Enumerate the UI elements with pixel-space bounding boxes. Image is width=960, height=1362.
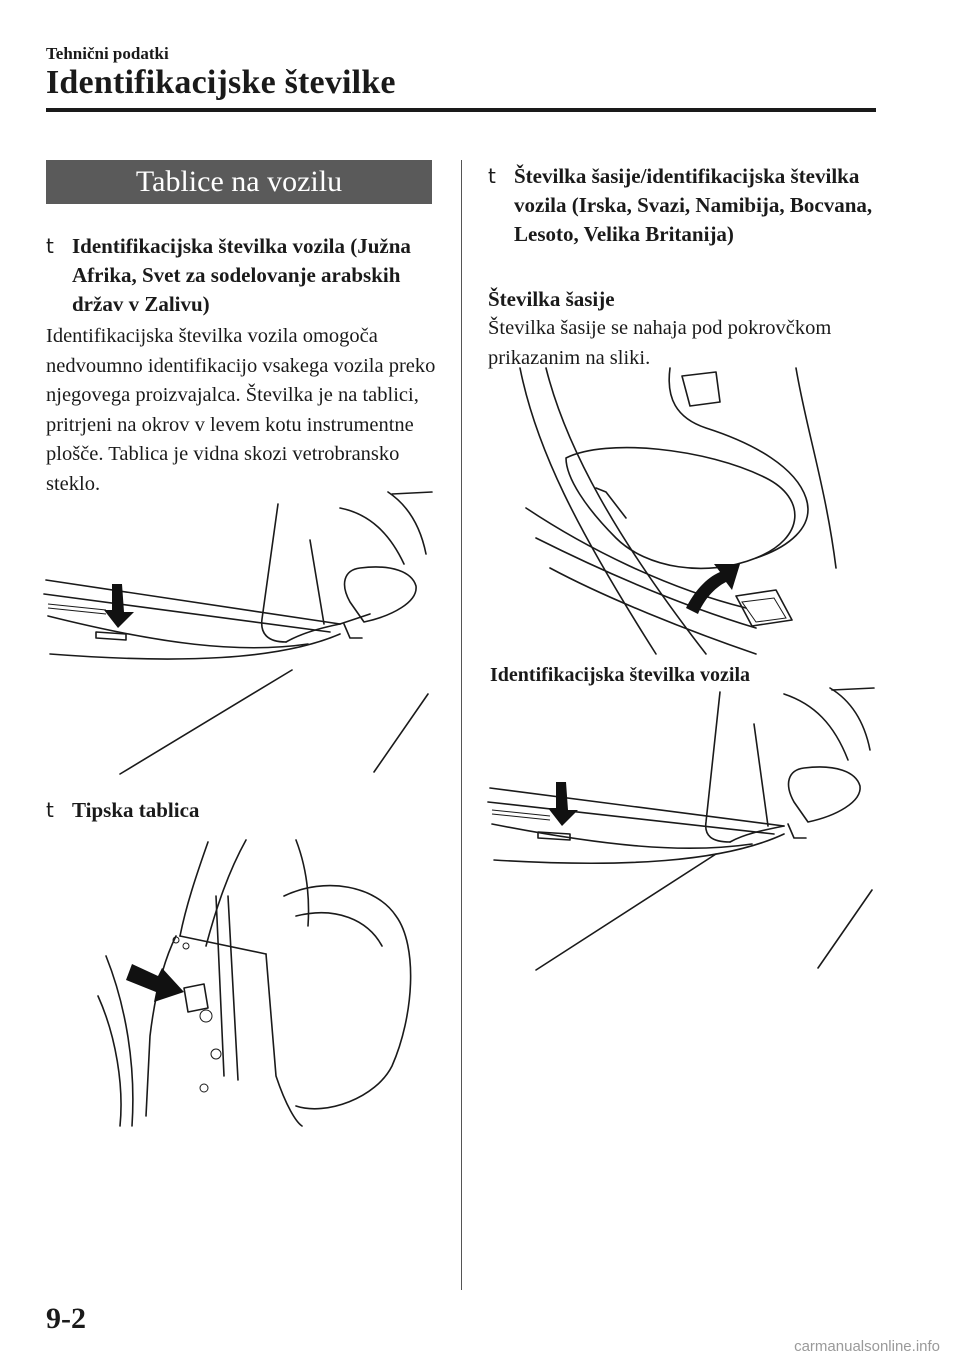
vin-body-text: Identifikacijska številka vozila omogoča nedvoumno identifikacijo vsakega vozila preko njegovega proizvajalca. Številka je na tablici, pritrjeni na okrov v levem kotu instrumentne plošče. Tablica je vidna skozi vetrobransko steklo. bbox=[46, 325, 436, 495]
door-pillar-plate-figure bbox=[96, 836, 436, 1126]
plate-heading bbox=[46, 796, 442, 825]
plate-heading-bullet: t bbox=[46, 798, 54, 822]
vin-heading-text: Identifikacijska številka vozila (Južna Afrika, Svet za sodelovanje arabskih držav v Zalivu) bbox=[72, 234, 411, 316]
chassis-subheading: Številka šasije bbox=[488, 287, 615, 311]
chassis-heading-text: Številka šasije/identifikacijska številka vozila (Irska, Svazi, Namibija, Bocvana, Lesoto, Velika Britanija) bbox=[514, 164, 873, 246]
section-banner: Tablice na vozilu bbox=[46, 160, 432, 204]
chassis-body-text: Številka šasije se nahaja pod pokrovčkom prikazanim na sliki. bbox=[488, 317, 832, 369]
vin-caption: Identifikacijska številka vozila bbox=[490, 664, 751, 686]
column-divider bbox=[461, 160, 462, 1290]
watermark: carmanualsonline.info bbox=[794, 1338, 940, 1355]
page-number: 9-2 bbox=[46, 1302, 86, 1335]
dashboard-vin-figure bbox=[40, 484, 440, 784]
plate-heading-text: Tipska tablica bbox=[72, 798, 200, 822]
chapter-label: Tehnični podatki bbox=[46, 44, 169, 63]
chassis-heading bbox=[488, 162, 874, 249]
vin-heading-bullet: t bbox=[46, 234, 54, 258]
chassis-heading-bullet: t bbox=[488, 164, 496, 188]
vin-heading bbox=[46, 232, 442, 319]
title-rule bbox=[46, 108, 876, 112]
page-title: Identifikacijske številke bbox=[46, 64, 396, 101]
chassis-number-figure bbox=[506, 368, 846, 658]
dashboard-vin-figure-right bbox=[484, 684, 884, 974]
